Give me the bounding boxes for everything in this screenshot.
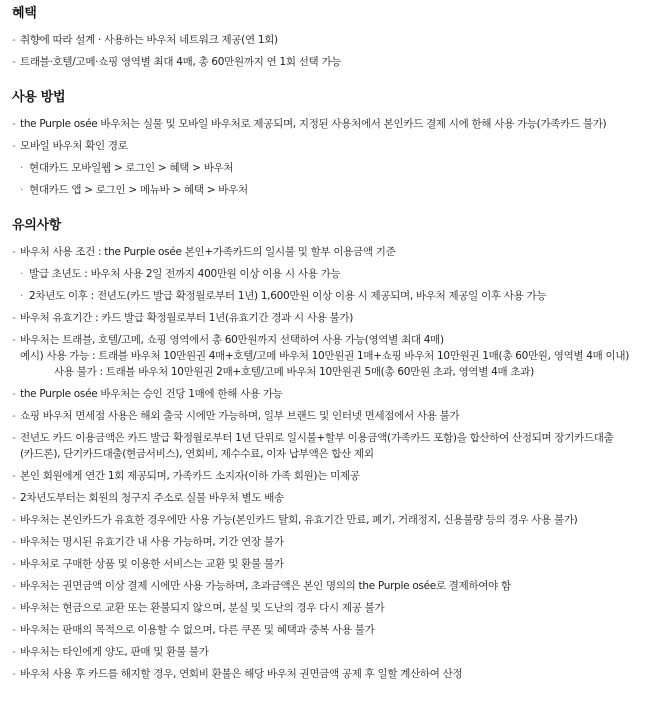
list-item: - 바우처는 타인에게 양도, 판매 및 환불 불가 (12, 646, 209, 658)
item-text: 바우처는 타인에게 양도, 판매 및 환불 불가 (20, 646, 209, 658)
list-item: - 바우처는 권면금액 이상 결제 시에만 사용 가능하며, 초과금액은 본인 명의의 the Purple osée로 결제하여야 함 (12, 580, 511, 592)
item-text: 바우처는 트래블, 호텔/고메, 쇼핑 영역에서 총 60만원까지 선택하여 사용 가능(영역별 최대 4매) (20, 334, 444, 346)
item-text: 바우처는 현금으로 교환 또는 환불되지 않으며, 분실 및 도난의 경우 다시 제공 불가 (20, 602, 385, 614)
item-text: 바우처로 구매한 상품 및 이용한 서비스는 교환 및 환불 불가 (20, 558, 284, 570)
example-allowed: 예시) 사용 가능 : 트래블 바우처 10만원권 4매+호텔/고메 바우처 10만원권 1매+쇼핑 바우처 10만원권 1매(총 60만원, 영역별 4매 이내) (20, 350, 630, 362)
sub-item: · 현대카드 앱 > 로그인 > 메뉴바 > 혜택 > 바우처 (20, 184, 248, 196)
item-text: 전년도 카드 이용금액은 카드 발급 확정월로부터 1년 단위로 일시불+할부 이용금액(가족카드 포함)을 합산하여 산정되며 장기카드대출 (20, 432, 614, 444)
list-item: - 바우처는 현금으로 교환 또는 환불되지 않으며, 분실 및 도난의 경우 다시 제공 불가 (12, 602, 385, 614)
item-text: the Purple osée 바우처는 승인 건당 1매에 한해 사용 가능 (20, 388, 283, 400)
list-item: - 트래블·호텔/고메·쇼핑 영역별 최대 4매, 총 60만원까지 연 1회 선택 가능 (12, 56, 342, 68)
item-text: 바우처는 판매의 목적으로 이용할 수 없으며, 다른 쿠폰 및 혜택과 중복 사용 불가 (20, 624, 375, 636)
item-text: 바우처 사용 조건 : the Purple osée 본인+가족카드의 일시불 및 할부 이용금액 기준 (20, 246, 396, 258)
list-item: - the Purple osée 바우처는 승인 건당 1매에 한해 사용 가능 (12, 388, 283, 400)
list-item: - 바우처로 구매한 상품 및 이용한 서비스는 교환 및 환불 불가 (12, 558, 284, 570)
benefits-heading: 혜택 (12, 6, 37, 21)
list-item: - 본인 회원에게 연간 1회 제공되며, 가족카드 소지자(이하 가족 회원)는 미제공 (12, 470, 360, 482)
item-text: 2차년도부터는 회원의 청구지 주소로 실물 바우처 별도 배송 (20, 492, 284, 504)
list-item: - 바우처 사용 조건 : the Purple osée 본인+가족카드의 일시불 및 할부 이용금액 기준 (12, 246, 396, 258)
list-item: - 2차년도부터는 회원의 청구지 주소로 실물 바우처 별도 배송 (12, 492, 284, 504)
list-item: - 바우처는 본인카드가 유효한 경우에만 사용 가능(본인카드 탈회, 유효기간 만료, 폐기, 거래정지, 신용불량 등의 경우 사용 불가) (12, 514, 578, 526)
item-text: 바우처는 명시된 유효기간 내 사용 가능하며, 기간 연장 불가 (20, 536, 284, 548)
item-text: 바우처 사용 후 카드를 해지할 경우, 연회비 환불은 해당 바우처 권면금액 공제 후 일할 계산하여 산정 (20, 668, 463, 680)
list-item: - 바우처 사용 후 카드를 해지할 경우, 연회비 환불은 해당 바우처 권면금액 공제 후 일할 계산하여 산정 (12, 668, 463, 680)
list-item: - the Purple osée 바우처는 실물 및 모바일 바우처로 제공되며, 지정된 사용처에서 본인카드 결제 시에 한해 사용 가능(가족카드 불가) (12, 118, 607, 130)
list-item: - 취향에 따라 설계 · 사용하는 바우처 네트워크 제공(연 1회) (12, 34, 278, 46)
list-item: - 바우처는 명시된 유효기간 내 사용 가능하며, 기간 연장 불가 (12, 536, 284, 548)
notes-section (12, 216, 649, 682)
list-item: - 바우처는 판매의 목적으로 이용할 수 없으며, 다른 쿠폰 및 혜택과 중복 사용 불가 (12, 624, 375, 636)
item-text: 바우처는 권면금액 이상 결제 시에만 사용 가능하며, 초과금액은 본인 명의의 the Purple osée로 결제하여야 함 (20, 580, 511, 592)
sub-item: · 현대카드 모바일웹 > 로그인 > 혜택 > 바우처 (20, 162, 234, 174)
item-text: 취향에 따라 설계 · 사용하는 바우처 네트워크 제공(연 1회) (20, 34, 278, 46)
sub-item: · 발급 초년도 : 바우처 사용 2일 전까지 400만원 이상 이용 시 사용 가능 (20, 268, 341, 280)
item-text: 현대카드 앱 > 로그인 > 메뉴바 > 혜택 > 바우처 (29, 184, 248, 196)
item-text: 현대카드 모바일웹 > 로그인 > 혜택 > 바우처 (29, 162, 234, 174)
list-item: - 바우처는 트래블, 호텔/고메, 쇼핑 영역에서 총 60만원까지 선택하여 사용 가능(영역별 최대 4매) 예시) 사용 가능 : 트래블 바우처 10만원권 4매+호텔/고메 바우처 10만원권 1매+쇼핑 바우처 10만원권 1매(총 60만원, 영역별 4매 이내) 사용 불가 : 트래블 바우처 10만원권 2매+호텔/고메 바우처 10만원권 5매(총 60만원 초과, 영역별 4매 초과) (12, 332, 649, 380)
item-text: the Purple osée 바우처는 실물 및 모바일 바우처로 제공되며, 지정된 사용처에서 본인카드 결제 시에 한해 사용 가능(가족카드 불가) (20, 118, 607, 130)
item-text: 모바일 바우처 확인 경로 (20, 140, 128, 152)
benefits-section (12, 4, 649, 70)
item-text: 2차년도 이후 : 전년도(카드 발급 확정월로부터 1년) 1,600만원 이상 이용 시 제공되며, 바우처 제공일 이후 사용 가능 (29, 290, 547, 302)
item-text: 트래블·호텔/고메·쇼핑 영역별 최대 4매, 총 60만원까지 연 1회 선택 가능 (20, 56, 342, 68)
notes-heading: 유의사항 (12, 218, 62, 233)
item-text: 바우처는 본인카드가 유효한 경우에만 사용 가능(본인카드 탈회, 유효기간 만료, 폐기, 거래정지, 신용불량 등의 경우 사용 불가) (20, 514, 578, 526)
usage-section (12, 88, 649, 198)
item-text: 바우처 유효기간 : 카드 발급 확정월로부터 1년(유효기간 경과 시 사용 불가) (20, 312, 354, 324)
list-item: - 모바일 바우처 확인 경로 (12, 140, 128, 152)
item-text: 발급 초년도 : 바우처 사용 2일 전까지 400만원 이상 이용 시 사용 가능 (29, 268, 341, 280)
item-text: 쇼핑 바우처 면세점 사용은 해외 출국 시에만 가능하며, 일부 브랜드 및 인터넷 면세점에서 사용 불가 (20, 410, 460, 422)
usage-heading: 사용 방법 (12, 90, 66, 105)
list-item: - 바우처 유효기간 : 카드 발급 확정월로부터 1년(유효기간 경과 시 사용 불가) (12, 312, 354, 324)
example-not-allowed: 사용 불가 : 트래블 바우처 10만원권 2매+호텔/고메 바우처 10만원권 5매(총 60만원 초과, 영역별 4매 초과) (54, 366, 534, 378)
item-text: 본인 회원에게 연간 1회 제공되며, 가족카드 소지자(이하 가족 회원)는 미제공 (20, 470, 360, 482)
sub-item: · 2차년도 이후 : 전년도(카드 발급 확정월로부터 1년) 1,600만원 이상 이용 시 제공되며, 바우처 제공일 이후 사용 가능 (20, 290, 547, 302)
item-text-continued: (카드론), 단기카드대출(현금서비스), 연회비, 제수수료, 이자 납부액은 합산 제외 (20, 448, 374, 460)
list-item: - 전년도 카드 이용금액은 카드 발급 확정월로부터 1년 단위로 일시불+할부 이용금액(가족카드 포함)을 합산하여 산정되며 장기카드대출 (카드론), 단기카드대출(현금서비스), 연회비, 제수수료, 이자 납부액은 합산 제외 (12, 430, 649, 462)
list-item: - 쇼핑 바우처 면세점 사용은 해외 출국 시에만 가능하며, 일부 브랜드 및 인터넷 면세점에서 사용 불가 (12, 410, 460, 422)
